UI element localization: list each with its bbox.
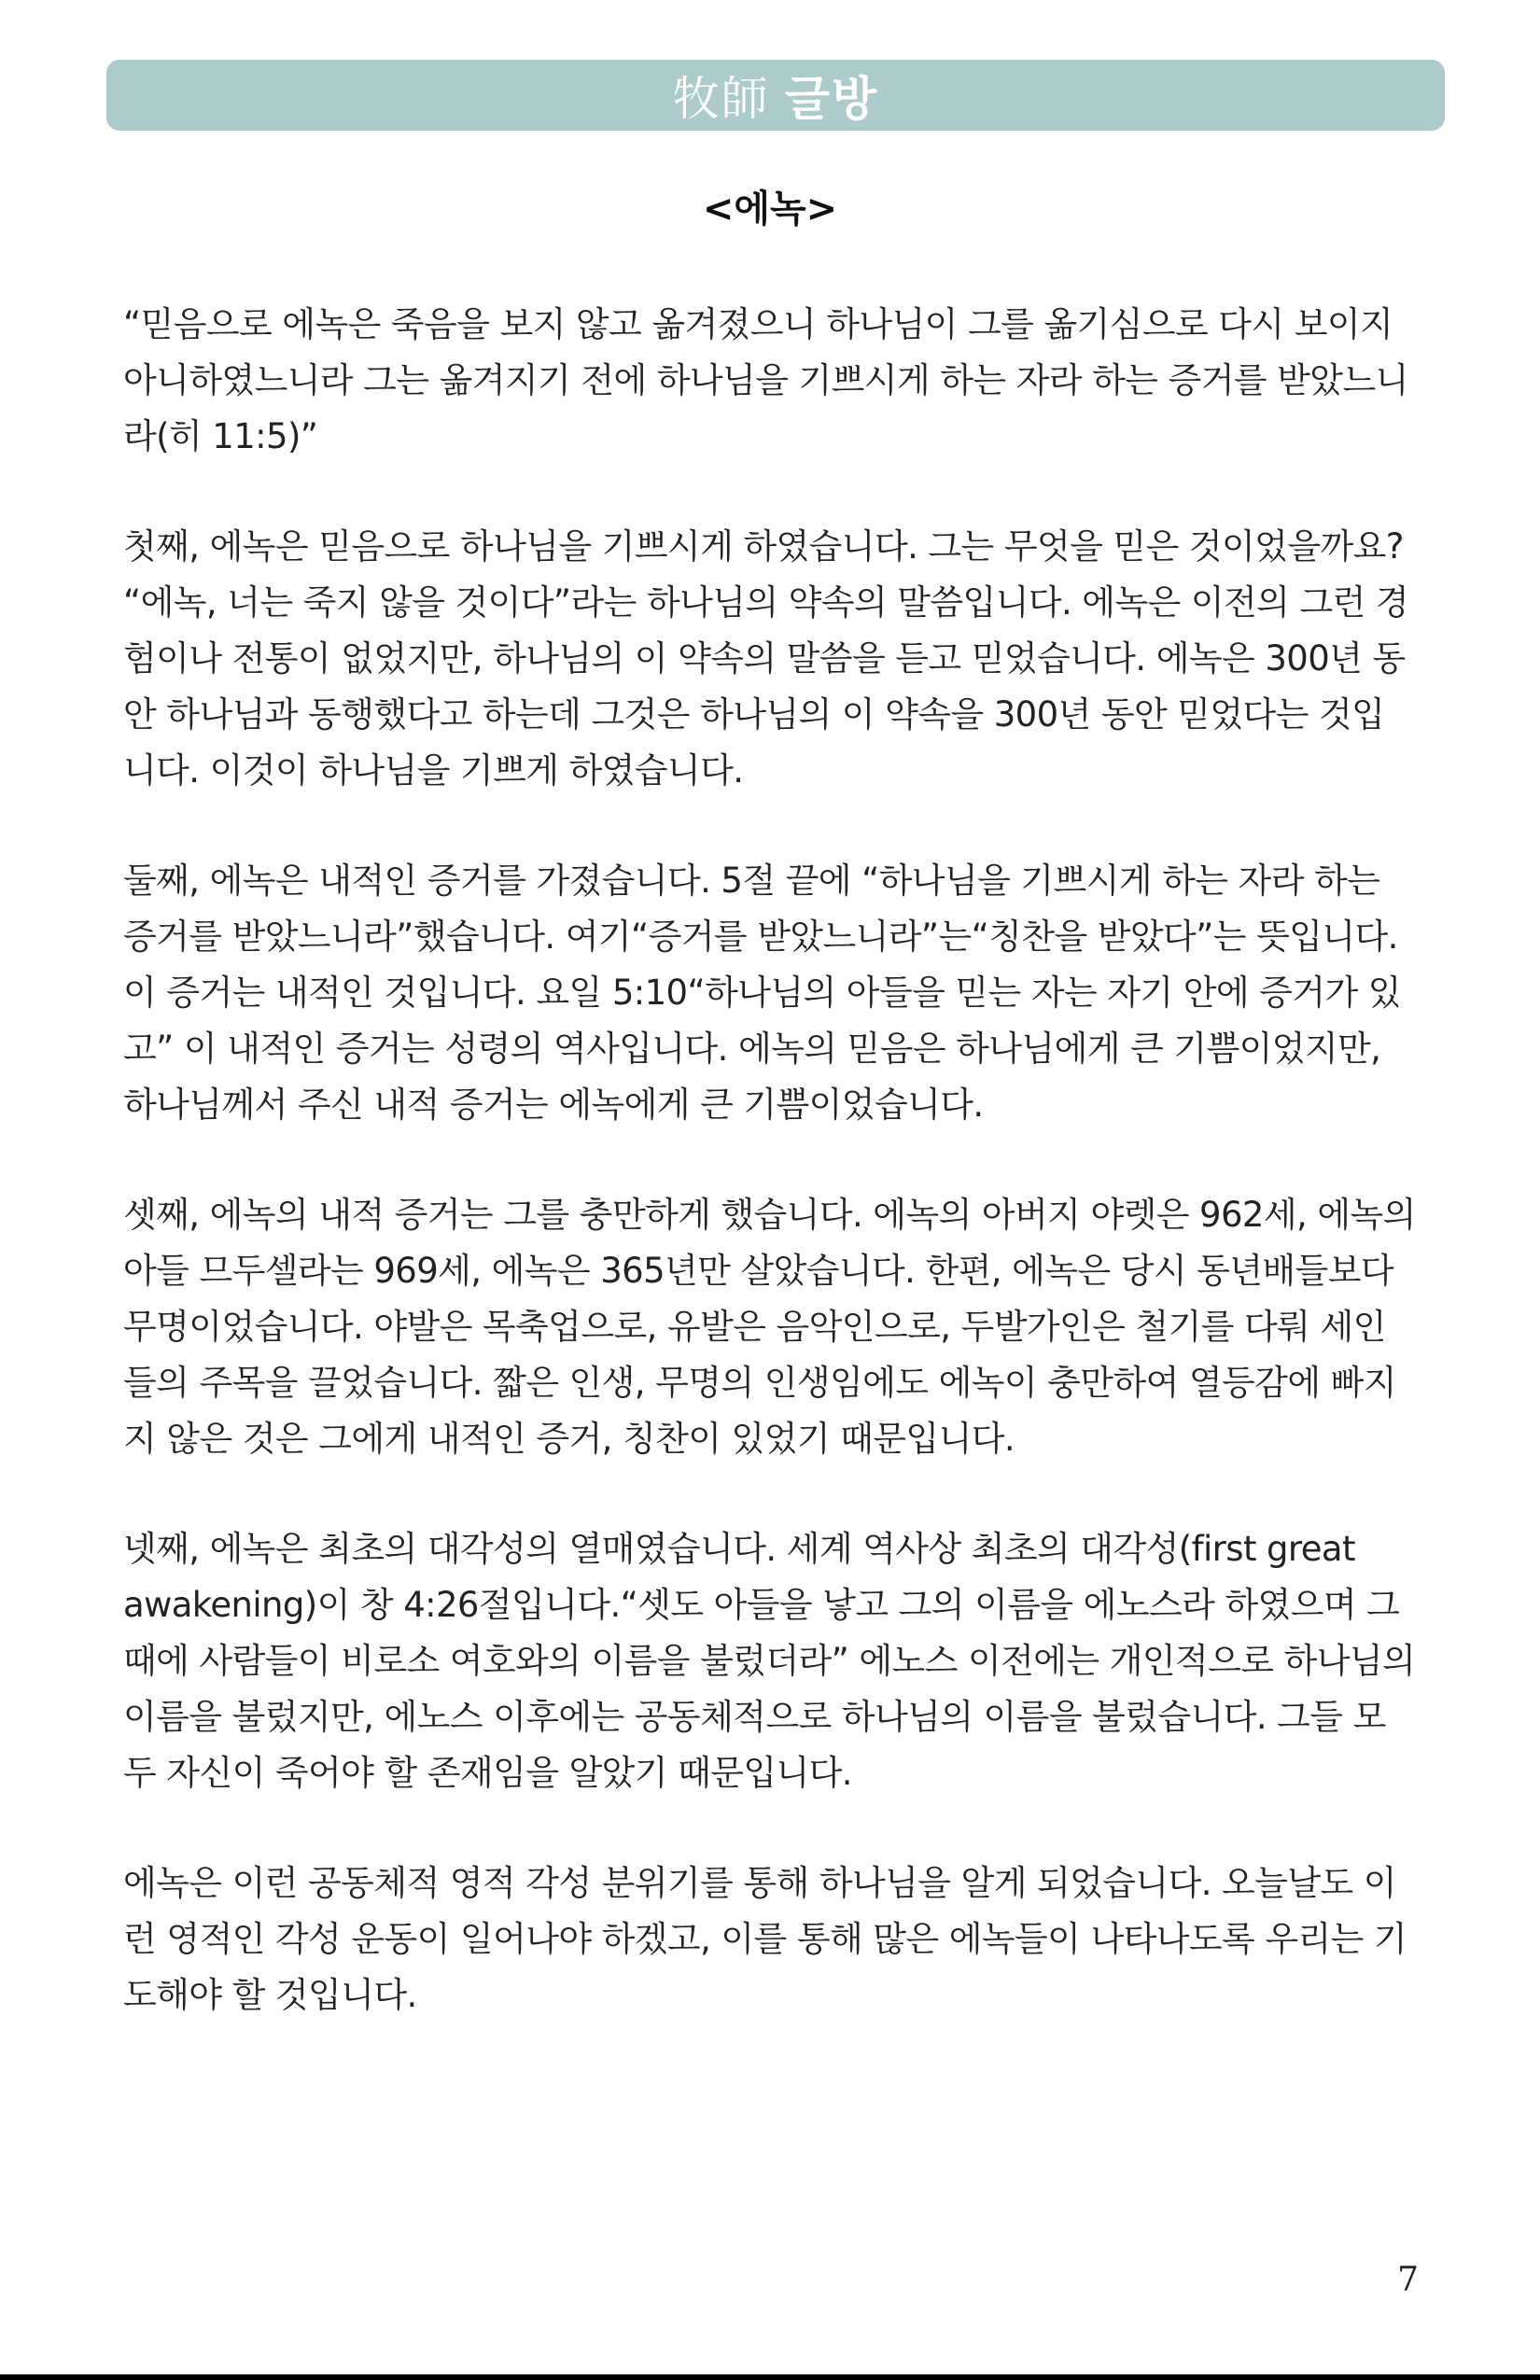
article-body xyxy=(123,297,1416,2078)
paragraph-third: 셋째, 에녹의 내적 증거는 그를 충만하게 했습니다. 에녹의 아버지 야렛은 962세, 에녹의 아들 므두셀라는 969세, 에녹은 365년만 살았습니다. 한편, 에녹은 당시 동년배들보다 무명이었습니다. 야발은 목축업으로, 유발은 음악인으로, 두발가인은 철기를 다뤄 세인들의 주목을 끌었습니다. 짧은 인생, 무명의 인생임에도 에녹이 충만하여 열등감에 빠지지 않은 것은 그에게 내적인 증거, 칭찬이 있었기 때문입니다. xyxy=(123,1195,1416,1459)
column-header-banner xyxy=(106,60,1445,131)
paragraph-second: 둘째, 에녹은 내적인 증거를 가졌습니다. 5절 끝에 “하나님을 기쁘시게 하는 자라 하는 증거를 받았느니라”했습니다. 여기“증거를 받았느니라”는“칭찬을 받았다”는 뜻입니다. 이 증거는 내적인 것입니다. 요일 5:10“하나님의 아들을 믿는 자는 자기 안에 증거가 있고” 이 내적인 증거는 성령의 역사입니다. 에녹의 믿음은 하나님에게 큰 기쁨이었지만, 하나님께서 주신 내적 증거는 에녹에게 큰 기쁨이었습니다. xyxy=(123,861,1401,1125)
header-hangul: 글방 xyxy=(784,72,879,126)
paragraph-fourth: 넷째, 에녹은 최초의 대각성의 열매였습니다. 세계 역사상 최초의 대각성(first great awakening)이 창 4:26절입니다.“셋도 아들을 낳고 그의 이름을 에노스라 하였으며 그때에 사람들이 비로소 여호와의 이름을 불렀더라” 에노스 이전에는 개인적으로 하나님의 이름을 불렀지만, 에노스 이후에는 공동체적으로 하나님의 이름을 불렀습니다. 그들 모두 자신이 죽어야 할 존재임을 알았기 때문입니다. xyxy=(123,1529,1416,1793)
paragraph-scripture-quote: “믿음으로 에녹은 죽음을 보지 않고 옮겨졌으니 하나님이 그를 옮기심으로 다시 보이지 아니하였느니라 그는 옮겨지기 전에 하나님을 기쁘시게 하는 자라 하는 증거를 받았느니라(히 11:5)” xyxy=(123,304,1408,456)
article-title: <에녹> xyxy=(702,188,838,231)
page-bottom-edge xyxy=(0,2374,1540,2380)
page-number: 7 xyxy=(1397,2261,1419,2299)
paragraph-first: 첫째, 에녹은 믿음으로 하나님을 기쁘시게 하였습니다. 그는 무엇을 믿은 것이었을까요? “에녹, 너는 죽지 않을 것이다”라는 하나님의 약속의 말씀입니다. 에녹은 이전의 그런 경험이나 전통이 없었지만, 하나님의 이 약속의 말씀을 듣고 믿었습니다. 에녹은 300년 동안 하나님과 동행했다고 하는데 그것은 하나님의 이 약속을 300년 동안 믿었다는 것입니다. 이것이 하나님을 기쁘게 하였습니다. xyxy=(123,526,1409,791)
paragraph-conclusion: 에녹은 이런 공동체적 영적 각성 분위기를 통해 하나님을 알게 되었습니다. 오늘날도 이런 영적인 각성 운동이 일어나야 하겠고, 이를 통해 많은 에녹들이 나타나도록 우리는 기도해야 할 것입니다. xyxy=(123,1863,1407,2015)
header-hanja: 牧師 xyxy=(672,72,770,126)
